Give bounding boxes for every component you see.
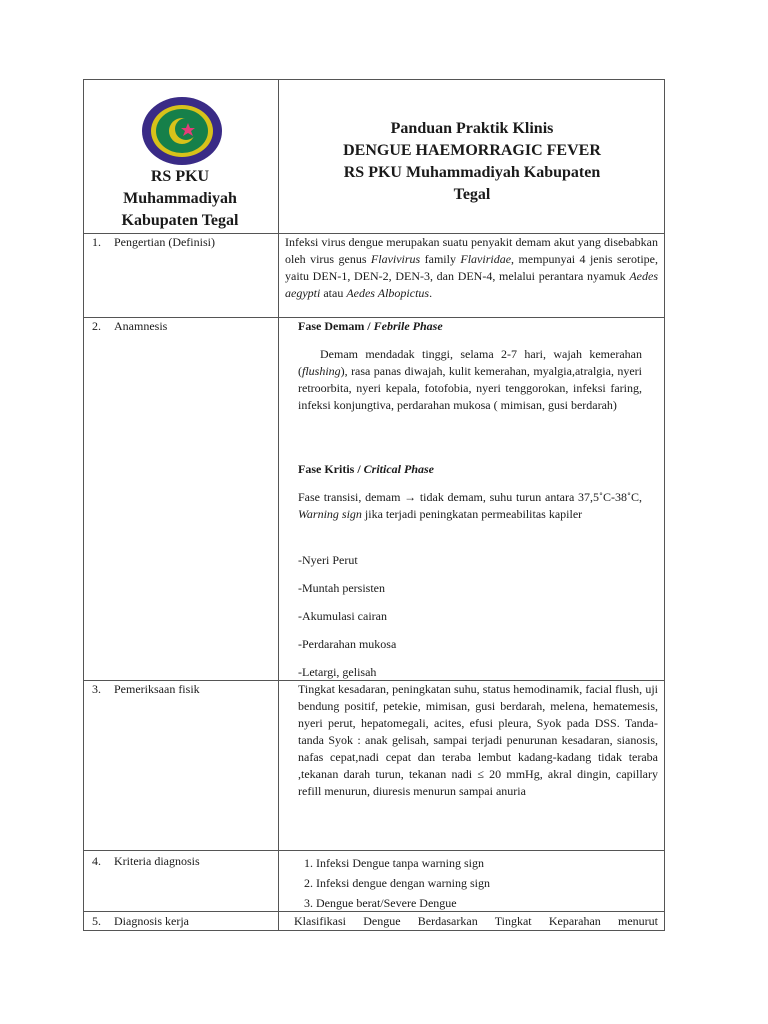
vector-2: Aedes Albopictus <box>346 286 430 300</box>
critical-phase-text: Fase transisi, demam → tidak demam, suhu turun antara 37,5˚C-38˚C, Warning sign jika terjadi peningkatan permeabilitas kapiler <box>298 490 643 521</box>
family-name: Flaviridae <box>460 252 512 266</box>
kriteria-item: 3. Dengue berat/Severe Dengue <box>316 895 658 912</box>
title-line-1: Panduan Praktik Klinis <box>390 120 554 137</box>
warning-sign-item: -Perdarahan mukosa <box>298 637 397 651</box>
kriteria-list <box>298 855 658 915</box>
table-column-divider <box>278 79 279 931</box>
title-line-3: RS PKU Muhammadiyah Kabupaten <box>343 164 601 181</box>
diagnosis-kerja-text: Klasifikasi Dengue Berdasarkan Tingkat Keparahan menurut <box>294 914 658 928</box>
row-label-diagnosis-kerja: Diagnosis kerja <box>114 914 189 928</box>
arrow-right-icon: → <box>404 490 417 504</box>
definisi-text: Infeksi virus dengue merupakan suatu penyakit demam akut yang disebabkan oleh virus genus Flavivirus family Flaviridae, mempunyai 4 jenis serotipe, yaitu DEN-1, DEN-2, DEN-3, dan DEN-4, melalui perantara nyamuk Aedes aegypti atau Aedes Albopictus. <box>285 235 659 300</box>
warning-sign-term: Warning sign <box>298 507 362 521</box>
vector-1: Aedes aegypti <box>285 269 658 300</box>
row-number-5: 5. <box>92 914 101 928</box>
title-line-2: DENGUE HAEMORRAGIC FEVER <box>343 142 601 159</box>
org-line-3: Kabupaten Tegal <box>121 212 239 229</box>
warning-sign-item: -Akumulasi cairan <box>298 609 387 623</box>
hospital-name <box>90 166 270 232</box>
table-border-right <box>664 79 665 931</box>
document-title <box>282 118 662 206</box>
row-number-1: 1. <box>92 235 101 249</box>
table-border-top <box>83 79 665 80</box>
warning-sign-item: -Muntah persisten <box>298 581 385 595</box>
kriteria-item: 2. Infeksi dengue dengan warning sign <box>316 875 658 892</box>
row-divider-5 <box>83 930 665 931</box>
warning-sign-item: -Nyeri Perut <box>298 553 358 567</box>
febrile-phase-heading: Fase Demam / Febrile Phase <box>298 319 443 333</box>
pemeriksaan-text: Tingkat kesadaran, peningkatan suhu, status hemodinamik, facial flush, uji bendung positif, petekie, mimisan, gusi berdarah, melena, hematemesis, nyeri perut, hepatomegali, acites, efusi pleura, Syok pada DSS. Tanda-tanda Syok : anak gelisah, sampai terjadi penurunan kesadaran, sianosis, nafas cepat,nadi cepat dan teraba lembut kadang-kadang tidak teraba ,tekanan darah turun, tekanan nadi ≤ 20 mmHg, akral dingin, capillary refill menurun, diuresis menurun sampai anuria <box>298 682 658 798</box>
kriteria-item: 1. Infeksi Dengue tanpa warning sign <box>316 855 658 872</box>
genus-name: Flavivirus <box>370 252 421 266</box>
org-line-2: Muhammadiyah <box>123 190 237 207</box>
row-label-kriteria: Kriteria diagnosis <box>114 854 200 868</box>
hospital-logo-icon <box>141 96 223 166</box>
org-line-1: RS PKU <box>150 168 210 185</box>
critical-phase-heading: Fase Kritis / Critical Phase <box>298 462 434 476</box>
row-label-definisi: Pengertian (Definisi) <box>114 235 215 249</box>
row-number-4: 4. <box>92 854 101 868</box>
febrile-phase-text: Demam mendadak tinggi, selama 2-7 hari, wajah kemerahan (flushing), rasa panas diwajah, kulit kemerahan, myalgia,atralgia, nyeri retroorbita, nyeri kepala, fotofobia, nyeri tenggorokan, infeksi faring, infeksi konjungtiva, perdarahan mukosa ( mimisan, gusi berdarah) <box>298 347 642 412</box>
row-number-3: 3. <box>92 682 101 696</box>
warning-sign-item: -Letargi, gelisah <box>298 665 377 679</box>
table-border-left <box>83 79 84 931</box>
row-divider-3 <box>83 850 665 851</box>
row-label-pemeriksaan: Pemeriksaan fisik <box>114 682 200 696</box>
row-label-anamnesis: Anamnesis <box>114 319 168 333</box>
row-number-2: 2. <box>92 319 101 333</box>
title-line-4: Tegal <box>453 186 491 203</box>
